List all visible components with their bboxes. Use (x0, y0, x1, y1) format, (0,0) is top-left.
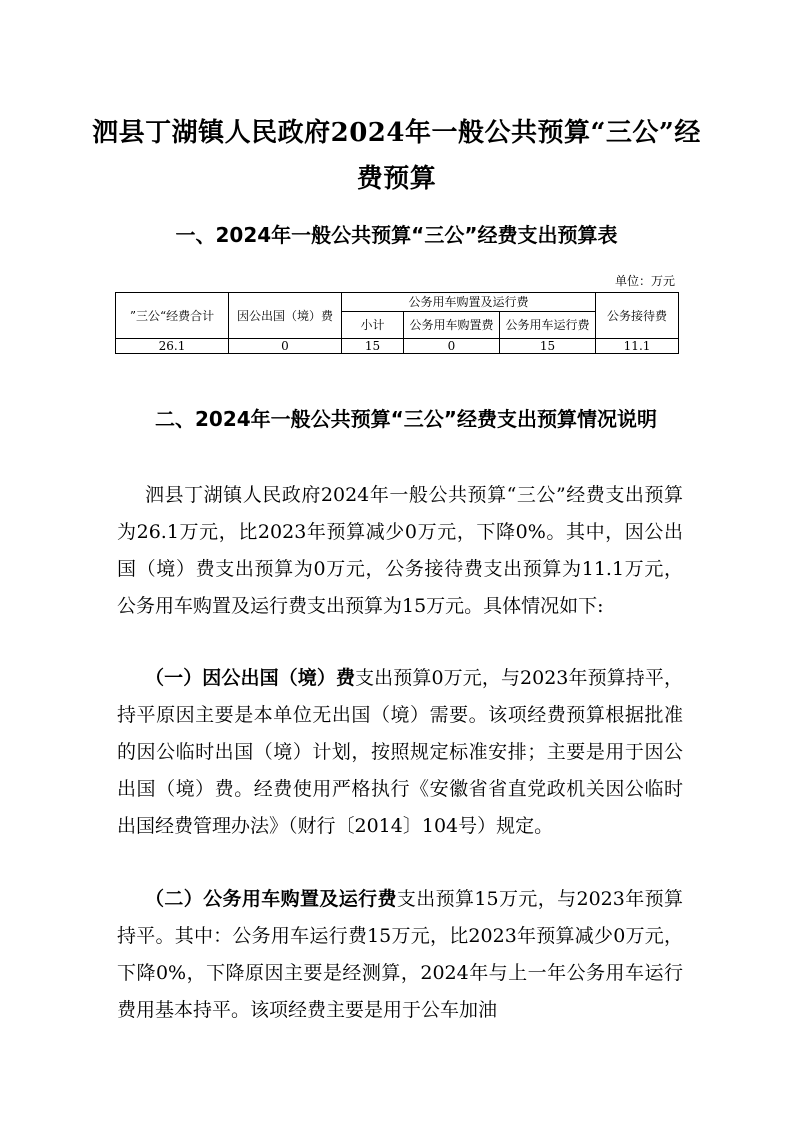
paragraph-summary: 泗县丁湖镇人民政府2024年一般公共预算“三公”经费支出预算为26.1万元，比2023年预算减少0万元，下降0%。其中，因公出国（境）费支出预算为0万元，公务接待费支出预算为11.1万元，公务用车购置及运行费支出预算为15万元。具体情况如下: (117, 484, 683, 617)
cell-total: 26.1 (116, 339, 229, 354)
header-vehicle-purchase: 公务用车购置费 (404, 312, 500, 339)
unit-label: 单位：万元 (614, 274, 675, 288)
paragraph-abroad (117, 660, 683, 845)
cell-vehicle-purchase: 0 (404, 339, 500, 354)
header-subtotal: 小计 (342, 312, 404, 339)
paragraph-vehicle-heading: （二）公务用车购置及运行费 (145, 888, 397, 910)
cell-abroad: 0 (229, 339, 342, 354)
header-total: ”三公“经费合计 (116, 293, 229, 339)
document-title: 泗县丁湖镇人民政府2024年一般公共预算“三公”经费预算 (92, 118, 701, 194)
table-header-row (116, 293, 679, 312)
cell-reception: 11.1 (596, 339, 679, 354)
paragraph-vehicle (117, 881, 683, 1029)
table-row (116, 339, 679, 354)
header-abroad: 因公出国（境）费 (229, 293, 342, 339)
section2-heading: 二、2024年一般公共预算“三公”经费支出预算情况说明 (155, 407, 657, 431)
paragraph-abroad-heading: （一）因公出国（境）费 (145, 667, 356, 689)
section1-heading: 一、2024年一般公共预算“三公”经费支出预算表 (175, 223, 618, 247)
cell-subtotal: 15 (342, 339, 404, 354)
header-vehicle-operation: 公务用车运行费 (500, 312, 596, 339)
header-reception: 公务接待费 (596, 293, 679, 339)
cell-vehicle-operation: 15 (500, 339, 596, 354)
header-vehicle-group: 公务用车购置及运行费 (342, 293, 596, 312)
budget-table (115, 292, 679, 354)
paragraph-abroad-text: 支出预算0万元，与2023年预算持平，持平原因主要是本单位无出国（境）需要。该项经费预算根据批准的因公临时出国（境）计划，按照规定标准安排；主要是用于因公出国（境）费。经费使用严格执行《安徽省省直党政机关因公临时出国经费管理办法》（财行〔2014〕104号）规定。 (117, 667, 683, 837)
paragraph-vehicle-text: 支出预算15万元，与2023年预算持平。其中：公务用车运行费15万元，比2023年预算减少0万元，下降0%，下降原因主要是经测算，2024年与上一年公务用车运行费用基本持平。该项经费主要是用于公车加油 (117, 888, 683, 1021)
